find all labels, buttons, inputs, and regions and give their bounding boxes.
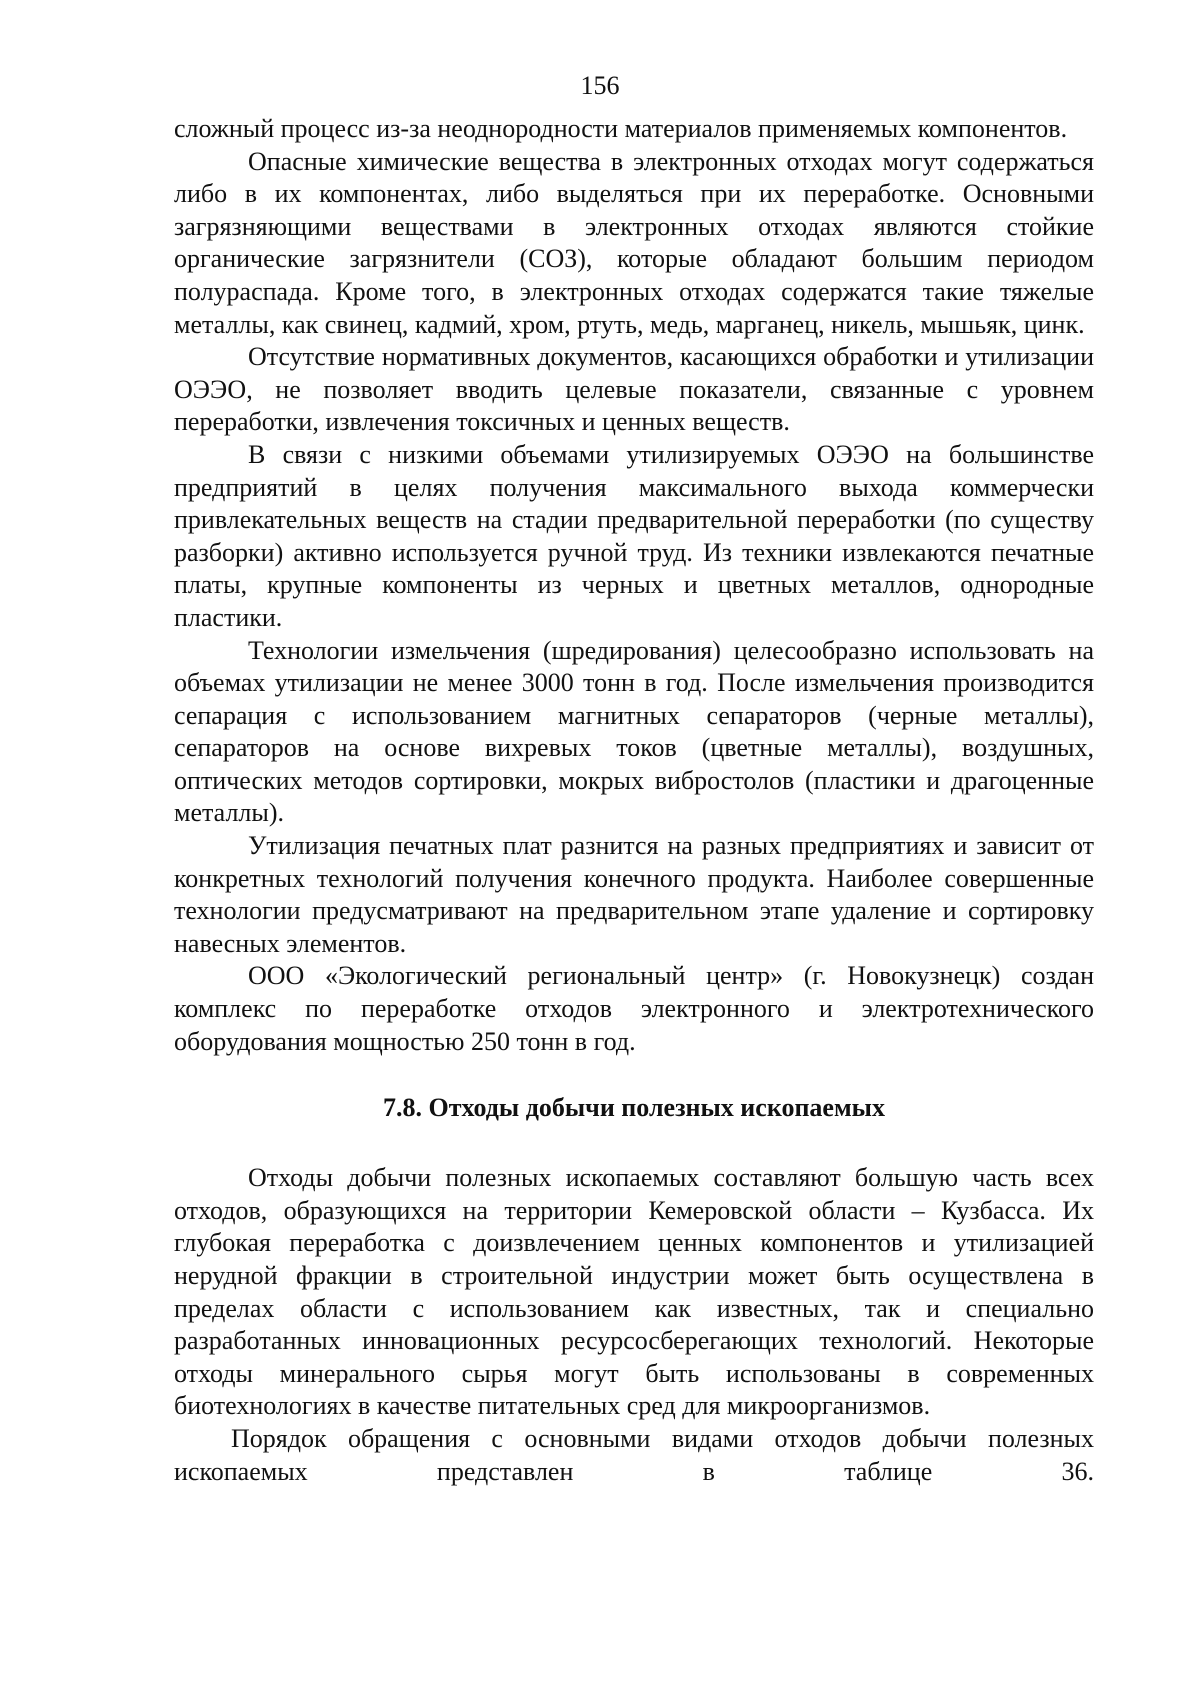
paragraph-table-reference: Порядок обращения с основными видами отходов добычи полезных ископаемых представлен в таблице 36.: [174, 1423, 1094, 1486]
document-body: [174, 113, 1094, 1488]
paragraph-shredding-technologies: Технологии измельчения (шредирования) целесообразно использовать на объемах утилизации не менее 3000 тонн в год. После измельчения производится сепарация с использованием магнитных сепараторов (черные металлы), сепараторов на основе вихревых токов (цветные металлы), воздушных, оптических методов сортировки, мокрых вибростолов (пластики и драгоценные металлы).: [174, 635, 1094, 828]
paragraph-continuation: сложный процесс из-за неоднородности материалов применяемых компонентов.: [174, 114, 1068, 143]
section-heading: 7.8. Отходы добычи полезных ископаемых: [383, 1093, 885, 1123]
paragraph-novokuznetsk-center: ООО «Экологический региональный центр» (г. Новокузнецк) создан комплекс по переработке отходов электронного и электротехнического оборудования мощностью 250 тонн в год.: [174, 961, 1094, 1056]
paragraph-printed-circuit-boards: Утилизация печатных плат разнится на разных предприятиях и зависит от конкретных технологий получения конечного продукта. Наиболее совершенные технологии предусматривают на предварительном этапе удаление и сортировку навесных элементов.: [174, 831, 1094, 958]
page-number: 156: [580, 71, 620, 100]
paragraph-regulatory-documents: Отсутствие нормативных документов, касающихся обработки и утилизации ОЭЭО, не позволяет вводить целевые показатели, связанные с уровнем переработки, извлечения токсичных и ценных веществ.: [174, 342, 1094, 437]
paragraph-mining-waste: Отходы добычи полезных ископаемых составляют большую часть всех отходов, образующихся на территории Кемеровской области – Кузбасса. Их глубокая переработка с доизвлечением ценных компонентов и утилизацией нерудной фракции в строительной индустрии может быть осуществлена в пределах области с использованием как известных, так и специально разработанных инновационных ресурсосберегающих технологий. Некоторые отходы минерального сырья могут быть использованы в современных биотехнологиях в качестве питательных сред для микроорганизмов.: [174, 1163, 1094, 1421]
paragraph-manual-labor: В связи с низкими объемами утилизируемых ОЭЭО на большинстве предприятий в целях получения максимального выхода коммерчески привлекательных веществ на стадии предварительной переработки (по существу разборки) активно используется ручной труд. Из техники извлекаются печатные платы, крупные компоненты из черных и цветных металлов, однородные пластики.: [174, 439, 1094, 632]
paragraph-hazardous-chemicals: Опасные химические вещества в электронных отходах могут содержаться либо в их компонентах, либо выделяться при их переработке. Основными загрязняющими веществами в электронных отходах являются стойкие органические загрязнители (СОЗ), которые обладают большим периодом полураспада. Кроме того, в электронных отходах содержатся такие тяжелые металлы, как свинец, кадмий, хром, ртуть, медь, марганец, никель, мышьяк, цинк.: [174, 146, 1094, 339]
